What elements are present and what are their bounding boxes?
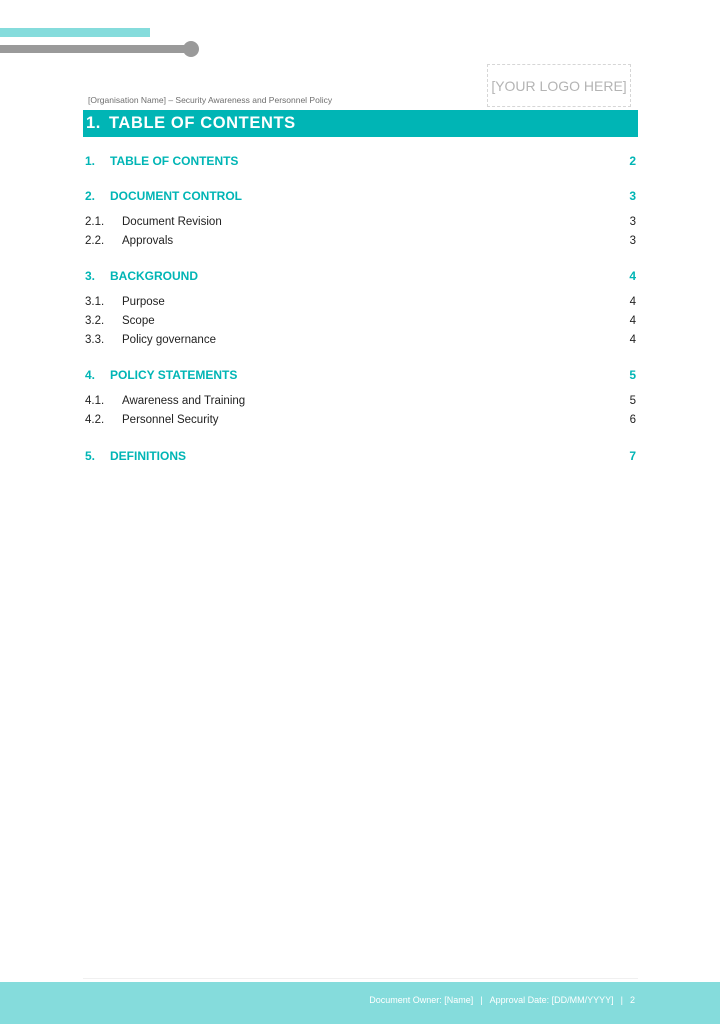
- section-heading: [83, 110, 638, 137]
- toc-number: 3.: [85, 269, 96, 283]
- toc-number: 3.2.: [85, 315, 105, 327]
- toc-entry[interactable]: [85, 368, 636, 382]
- toc-label: Awareness and Training: [122, 395, 246, 407]
- toc-page: 2: [629, 154, 636, 168]
- decor-bar-teal: [0, 28, 150, 37]
- toc-label: Personnel Security: [122, 414, 219, 426]
- footer-page-number: 2: [629, 995, 635, 1005]
- toc-entry[interactable]: [85, 334, 636, 346]
- footer-approval-date: Approval Date: [DD/MM/YYYY]: [489, 995, 614, 1005]
- toc-label: BACKGROUND: [110, 269, 198, 283]
- toc-page: 4: [629, 334, 636, 346]
- toc-entry[interactable]: [85, 189, 636, 203]
- footer-text: [369, 995, 635, 1005]
- toc-page: 5: [629, 368, 636, 382]
- toc-entry[interactable]: [85, 414, 636, 426]
- toc-page: 6: [629, 414, 636, 426]
- toc-entry[interactable]: [85, 154, 636, 168]
- footer-divider: [83, 978, 638, 979]
- toc-page: 3: [629, 189, 636, 203]
- toc-entry[interactable]: [85, 235, 636, 247]
- toc-number: 4.2.: [85, 414, 105, 426]
- toc-number: 5.: [85, 449, 96, 463]
- toc-page: 4: [629, 315, 636, 327]
- toc-label: Approvals: [122, 235, 174, 247]
- toc-label: Purpose: [122, 296, 165, 308]
- section-number: 1.: [86, 114, 101, 132]
- toc-entry[interactable]: [85, 269, 636, 283]
- toc-page: 4: [629, 296, 636, 308]
- toc-label: Policy governance: [122, 334, 216, 346]
- toc-number: 3.3.: [85, 334, 105, 346]
- toc-page: 3: [629, 216, 636, 228]
- toc-number: 2.: [85, 189, 96, 203]
- section-title: TABLE OF CONTENTS: [108, 114, 296, 132]
- toc-label: Scope: [122, 315, 155, 327]
- logo-placeholder: [YOUR LOGO HERE]: [487, 64, 631, 107]
- page-footer: [0, 982, 720, 1024]
- toc-number: 3.1.: [85, 296, 105, 308]
- toc-number: 2.1.: [85, 216, 105, 228]
- toc-label: DEFINITIONS: [110, 449, 187, 463]
- toc-entry[interactable]: [85, 216, 636, 228]
- toc-page: 3: [629, 235, 636, 247]
- footer-separator: |: [480, 995, 483, 1005]
- document-header-title: [Organisation Name] – Security Awareness and Personnel Policy: [88, 95, 333, 105]
- toc-entry[interactable]: [85, 395, 636, 407]
- toc-entry[interactable]: [85, 449, 636, 463]
- toc-number: 4.1.: [85, 395, 105, 407]
- toc-number: 1.: [85, 154, 96, 168]
- toc-page: 7: [629, 449, 636, 463]
- toc-number: 4.: [85, 368, 96, 382]
- toc-entry[interactable]: [85, 315, 636, 327]
- toc-label: DOCUMENT CONTROL: [110, 189, 242, 203]
- decor-bar-grey: [0, 45, 192, 53]
- toc-entry[interactable]: [85, 296, 636, 308]
- footer-owner: Document Owner: [Name]: [369, 995, 474, 1005]
- toc-label: Document Revision: [122, 216, 222, 228]
- footer-separator: |: [620, 995, 623, 1005]
- toc-page: 4: [629, 269, 636, 283]
- decor-dot: [183, 41, 199, 57]
- toc-label: POLICY STATEMENTS: [110, 368, 238, 382]
- toc-label: TABLE OF CONTENTS: [110, 154, 239, 168]
- toc-number: 2.2.: [85, 235, 105, 247]
- toc-page: 5: [629, 395, 636, 407]
